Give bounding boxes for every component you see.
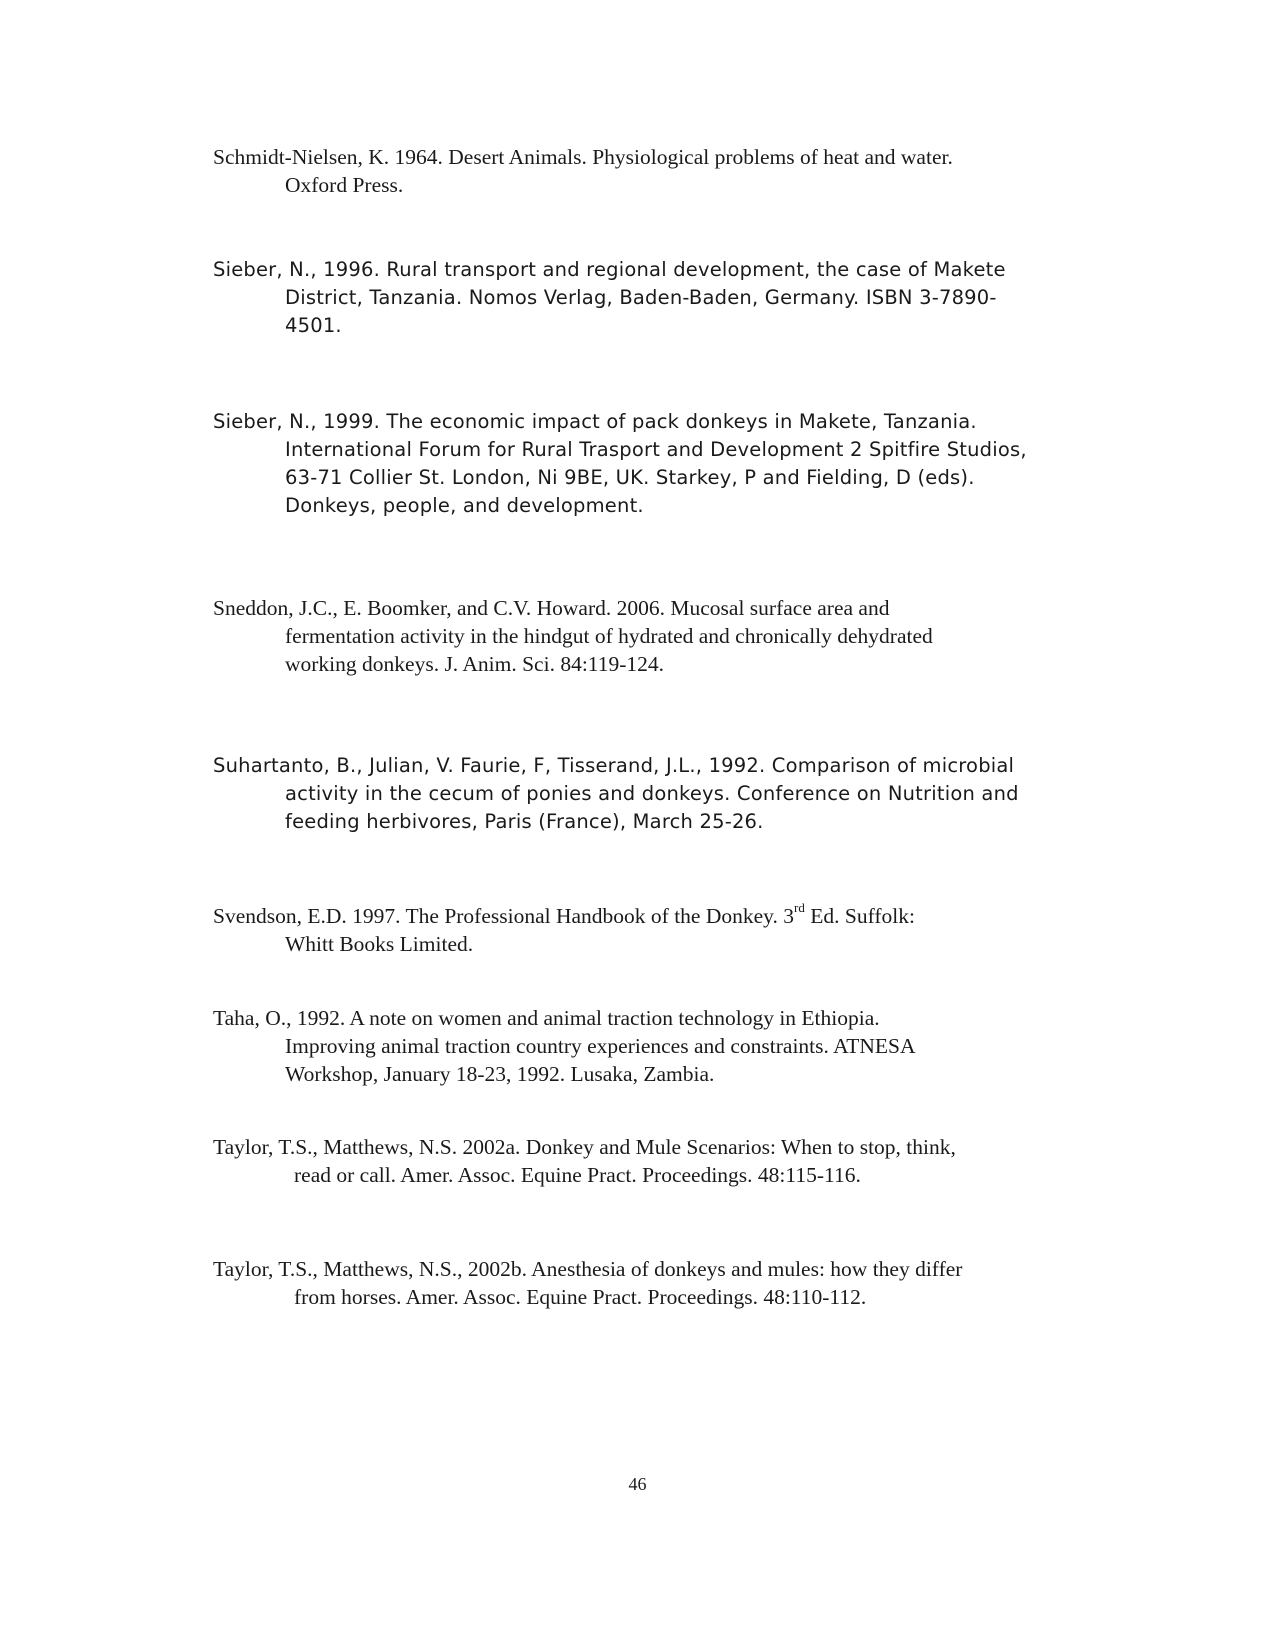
reference-line: activity in the cecum of ponies and donkeys. Conference on Nutrition and <box>285 782 1019 805</box>
reference-line: Taylor, T.S., Matthews, N.S. 2002a. Donkey and Mule Scenarios: When to stop, think, <box>213 1135 956 1159</box>
reference-svendson-1997 <box>213 899 1073 958</box>
reference-taha-1992 <box>213 1004 1073 1088</box>
reference-line <box>213 899 1073 930</box>
reference-line: Workshop, January 18-23, 1992. Lusaka, Zambia. <box>285 1062 715 1086</box>
reference-line: working donkeys. J. Anim. Sci. 84:119-124. <box>285 652 665 676</box>
ordinal-superscript: rd <box>794 899 805 915</box>
page-number: 46 <box>628 1474 647 1494</box>
reference-line: fermentation activity in the hindgut of hydrated and chronically dehydrated <box>285 624 933 648</box>
reference-line: International Forum for Rural Trasport and Development 2 Spitfire Studios, <box>285 438 1027 461</box>
reference-line: 63-71 Collier St. London, Ni 9BE, UK. Starkey, P and Fielding, D (eds). <box>285 466 975 489</box>
reference-line: Oxford Press. <box>285 173 404 197</box>
reference-line: feeding herbivores, Paris (France), March 25-26. <box>285 810 764 833</box>
reference-line: Sieber, N., 1996. Rural transport and regional development, the case of Makete <box>213 258 1006 281</box>
reference-line: Sneddon, J.C., E. Boomker, and C.V. Howard. 2006. Mucosal surface area and <box>213 596 890 620</box>
reference-text: Ed. Suffolk: <box>804 904 915 928</box>
reference-sieber-1996 <box>213 256 1073 340</box>
reference-line: from horses. Amer. Assoc. Equine Pract. Proceedings. 48:110-112. <box>294 1285 867 1309</box>
reference-line: Whitt Books Limited. <box>285 932 474 956</box>
reference-line: 4501. <box>285 314 342 337</box>
reference-sneddon-2006 <box>213 594 1073 678</box>
reference-taylor-2002a <box>213 1133 1073 1189</box>
reference-line: Taha, O., 1992. A note on women and animal traction technology in Ethiopia. <box>213 1006 880 1030</box>
reference-line: Sieber, N., 1999. The economic impact of pack donkeys in Makete, Tanzania. <box>213 410 977 433</box>
reference-taylor-2002b <box>213 1255 1073 1311</box>
reference-line: Suhartanto, B., Julian, V. Faurie, F, Tisserand, J.L., 1992. Comparison of microbial <box>213 754 1015 777</box>
reference-text: Svendson, E.D. 1997. The Professional Handbook of the Donkey. 3 <box>213 904 795 928</box>
reference-line: Schmidt-Nielsen, K. 1964. Desert Animals. Physiological problems of heat and water. <box>213 145 953 169</box>
reference-line: District, Tanzania. Nomos Verlag, Baden-Baden, Germany. ISBN 3-7890- <box>285 286 997 309</box>
reference-line: Taylor, T.S., Matthews, N.S., 2002b. Anesthesia of donkeys and mules: how they differ <box>213 1257 963 1281</box>
reference-line: Improving animal traction country experiences and constraints. ATNESA <box>285 1034 916 1058</box>
reference-suhartanto-1992 <box>213 752 1073 836</box>
reference-schmidt-nielsen-1964 <box>213 143 1073 199</box>
reference-sieber-1999 <box>213 408 1073 520</box>
reference-line: read or call. Amer. Assoc. Equine Pract. Proceedings. 48:115-116. <box>294 1163 861 1187</box>
reference-line: Donkeys, people, and development. <box>285 494 644 517</box>
